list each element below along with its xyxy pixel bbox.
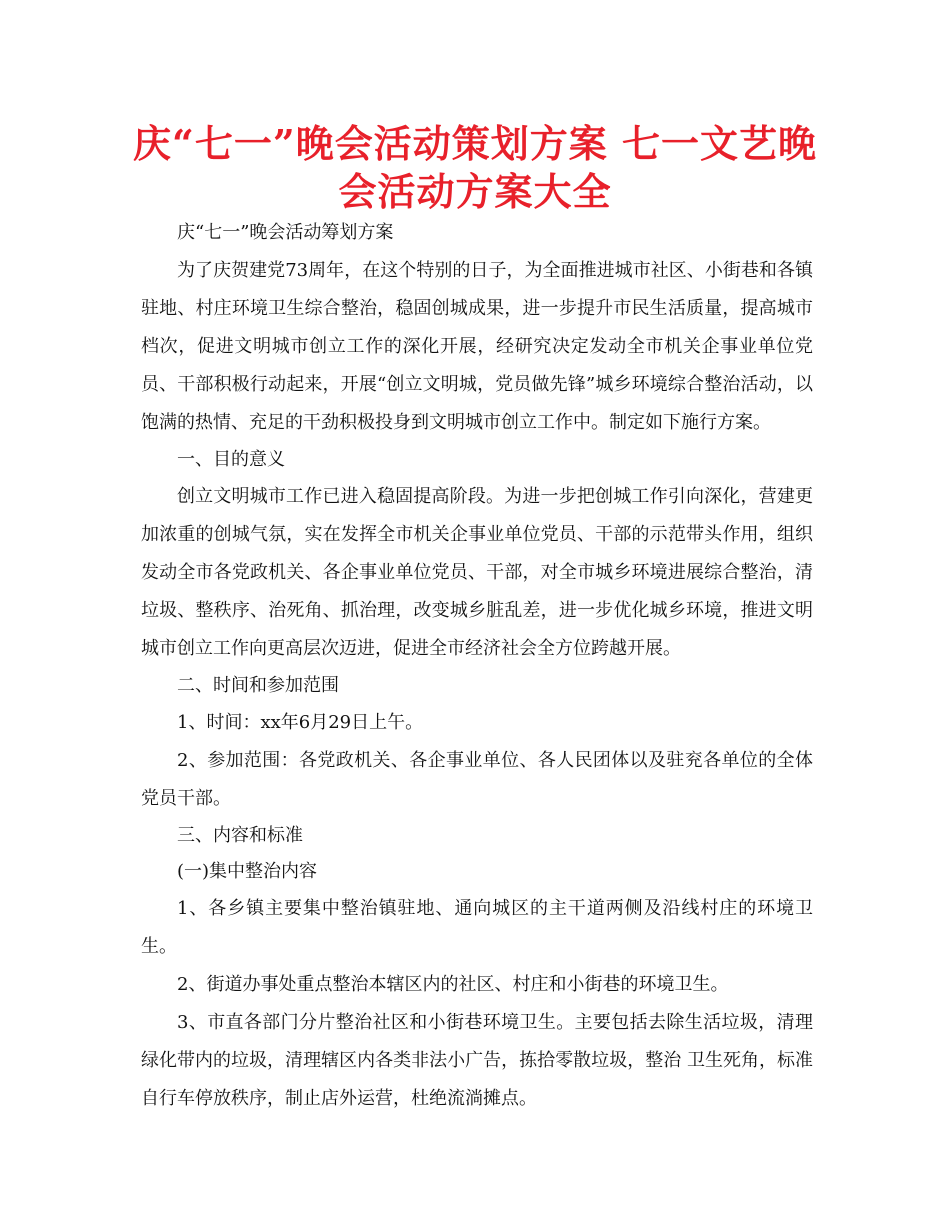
section-heading-content-standard: 三、内容和标准: [177, 825, 303, 846]
content-item-1: 1、各乡镇主要集中整治镇驻地、通向城区的主干道两侧及沿线村庄的环境卫生。: [141, 898, 813, 957]
subsection-heading-content: (一)集中整治内容: [177, 861, 318, 882]
section-heading-purpose: 一、目的意义: [177, 449, 285, 470]
section-heading-time-scope: 二、时间和参加范围: [177, 675, 339, 696]
purpose-paragraph: 创立文明城市工作已进入稳固提高阶段。为进一步把创城工作引向深化，营建更加浓重的创城气氛，实在发挥全市机关企事业单位党员、干部的示范带头作用，组织发动全市各党政机关、各企事业单位党员、干部，对全市城乡环境进展综合整治，清垃圾、整秩序、治死角、抓治理，改变城乡脏乱差，进一步优化城乡环境，推进文明城市创立工作向更高层次迈进，促进全市经济社会全方位跨越开展。: [141, 486, 813, 659]
document-title: 庆“七一”晚会活动策划方案 七一文艺晚会活动方案大全: [133, 121, 817, 214]
intro-paragraph: 为了庆贺建党73周年，在这个特别的日子，为全面推进城市社区、小街巷和各镇驻地、村庄环境卫生综合整治，稳固创城成果，进一步提升市民生活质量，提高城市档次，促进文明城市创立工作的深化开展，经研究决定发动全市机关企事业单位党员、干部积极行动起来，开展“创立文明城，党员做先锋”城乡环境综合整治活动，以饱满的热情、充足的干劲积极投身到文明城市创立工作中。制定如下施行方案。: [141, 260, 813, 433]
scope-paragraph: 2、参加范围：各党政机关、各企事业单位、各人民团体以及驻兖各单位的全体党员干部。: [141, 750, 813, 809]
content-item-2: 2、街道办事处重点整治本辖区内的社区、村庄和小街巷的环境卫生。: [177, 974, 729, 995]
time-paragraph: 1、时间：xx年6月29日上午。: [177, 712, 424, 733]
content-item-3: 3、市直各部门分片整治社区和小街巷环境卫生。主要包括去除生活垃圾，清理绿化带内的垃圾，清理辖区内各类非法小广告，拣拾零散垃圾，整治 卫生死角，标准自行车停放秩序，制止店外运营，杜绝流淌摊点。: [141, 1012, 813, 1109]
subtitle-paragraph: 庆“七一”晚会活动筹划方案: [177, 222, 394, 243]
document-body: [141, 214, 813, 1118]
